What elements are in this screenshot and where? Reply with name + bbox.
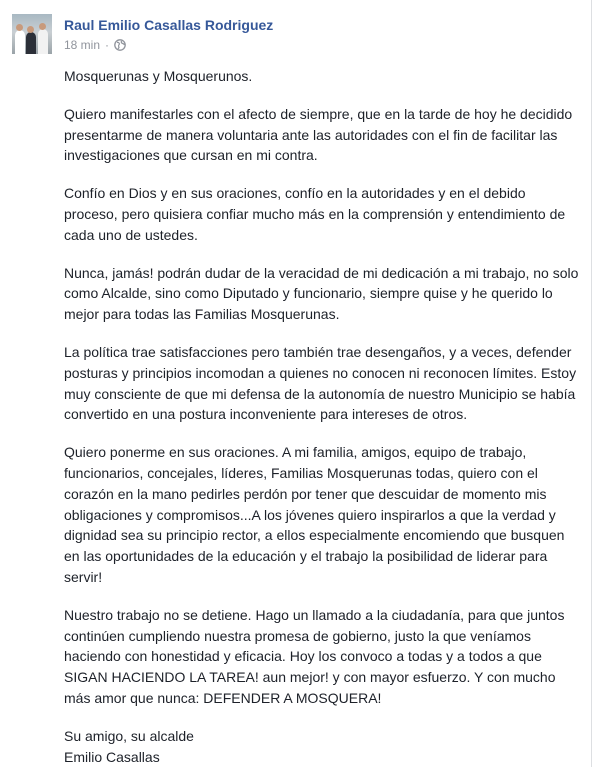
post-paragraph: La política trae satisfacciones pero también trae desengaños, y a veces, defender posturas y principios incomodan a quienes no conocen ni reconocen límites. Estoy muy consciente de que mi defensa de la autonomía de nuestro Municipio se había convertido en una postura inconveniente para intereses de otros.: [64, 343, 577, 423]
author-avatar[interactable]: [12, 14, 52, 54]
post-paragraph: Nunca, jamás! podrán dudar de la veracidad de mi dedicación a mi trabajo, no solo como Alcalde, sino como Diputado y funcionario, siempre quise y he querido lo mejor para todas las Familias Mosquerunas.: [64, 264, 579, 323]
post-paragraph: Quiero ponerme en sus oraciones. A mi familia, amigos, equipo de trabajo, funcionarios, concejales, líderes, Familias Mosquerunas todas, quiero con el corazón en la mano pedirles perdón por tener que descuidar de momento mis obligaciones y compromisos...A los jóvenes quiero inspirarlos a que la verdad y dignidad sea su principio rector, a ellos especialmente encomiendo que busquen en las oportunidades de la educación y el trabajo la posibilidad de liderar para servir!: [64, 444, 565, 585]
globe-icon[interactable]: [114, 39, 126, 51]
post-subline: [64, 38, 273, 52]
author-name-link[interactable]: Raul Emilio Casallas Rodriguez: [64, 17, 274, 33]
post-paragraph: Nuestro trabajo no se detiene. Hago un llamado a la ciudadanía, para que juntos continúen cumpliendo nuestra promesa de gobierno, justo la que veníamos haciendo con honestidad y eficacia. Hoy los convoco a todas y a todos a que SIGAN HACIENDO LA TAREA! aun mejor! y con mayor esfuerzo. Y con mucho más amor que nunca: DEFENDER A MOSQUERA!: [64, 606, 565, 706]
post-paragraph: Mosquerunas y Mosquerunos.: [64, 68, 253, 84]
post-paragraph: Quiero manifestarles con el afecto de siempre, que en la tarde de hoy he decidido presentarme de manera voluntaria ante las autoridades con el fin de facilitar las investigaciones que cursan en mi contra.: [64, 105, 573, 164]
post-body: [64, 66, 580, 767]
post-signoff-name: Emilio Casallas: [64, 748, 160, 765]
post-paragraph: Confío en Dios y en sus oraciones, confío en la autoridades y en el debido proceso, pero quisiera confiar mucho más en la comprensión y entendimiento de cada uno de ustedes.: [64, 185, 566, 243]
post-timestamp[interactable]: 18 min: [64, 38, 101, 52]
post-header: [12, 14, 273, 58]
post-meta: [64, 17, 273, 52]
meta-separator: ·: [105, 38, 110, 52]
post-signoff-line: Su amigo, su alcalde: [64, 727, 194, 744]
